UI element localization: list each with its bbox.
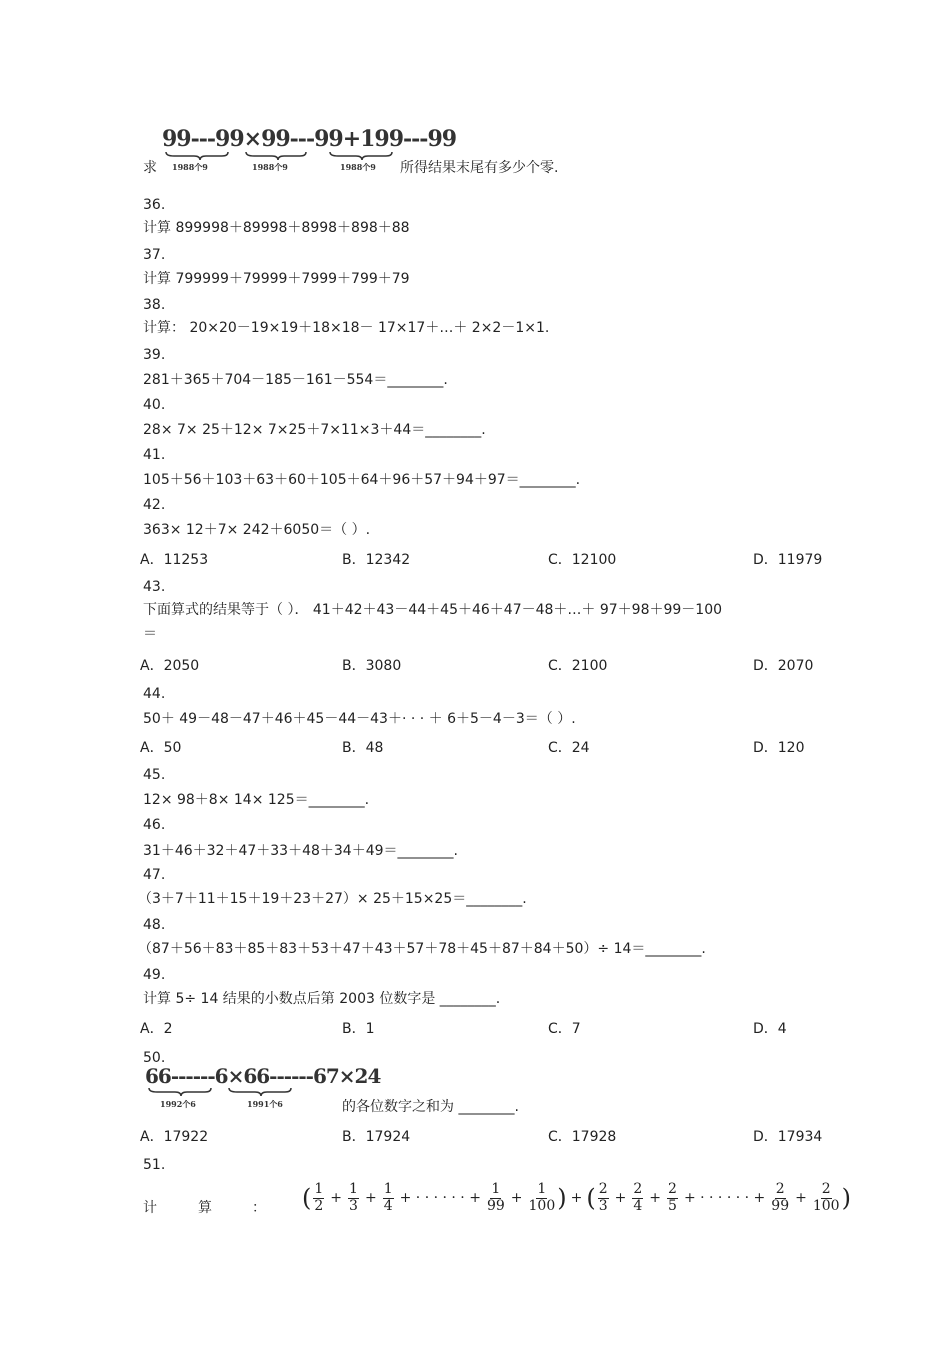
q49-text: 计算 5÷ 14 结果的小数点后第 2003 位数字是 ________. <box>143 991 501 1007</box>
q42-text: 363× 12＋7× 242＋6050＝（ ）. <box>143 522 371 538</box>
q50-option-b[interactable]: B．17924 <box>342 1129 411 1145</box>
q35-times: × <box>243 126 262 152</box>
q44-number: 44. <box>143 686 166 702</box>
q50-brace-label-1: 1992个6 <box>160 1099 196 1109</box>
q39-number: 39. <box>143 347 166 363</box>
q51-fraction: $\frac{2}{3}$ <box>598 1181 608 1214</box>
q43-text-continued: ＝ <box>143 626 157 642</box>
q50-brace-lines <box>145 1086 345 1098</box>
q47-number: 47. <box>143 867 166 883</box>
q51-plus: + <box>364 1190 377 1206</box>
q51-fraction: $\frac{1}{99}$ <box>486 1181 505 1214</box>
q46-text: 31＋46＋32＋47＋33＋48＋34＋49＝________. <box>143 843 458 859</box>
q44-option-b[interactable]: B．48 <box>342 740 384 756</box>
q51-expression <box>302 1178 851 1218</box>
q50-times-2: ×24 <box>338 1064 381 1088</box>
q50-option-d[interactable]: D．17934 <box>753 1129 823 1145</box>
q37-text: 计算 799999＋79999＋7999＋799＋79 <box>143 271 410 287</box>
q49-option-c[interactable]: C．7 <box>548 1021 581 1037</box>
q51-fraction: $\frac{1}{3}$ <box>349 1181 358 1214</box>
q44-option-a[interactable]: A．50 <box>140 740 182 756</box>
q38-number: 38. <box>143 297 166 313</box>
q44-text: 50＋ 49－48－47＋46＋45－44－43＋· · · ＋ 6＋5－4－3＝（ ）. <box>143 711 576 727</box>
q51-fraction: $\frac{2}{99}$ <box>771 1181 790 1214</box>
q50-option-a[interactable]: A．17922 <box>140 1129 209 1145</box>
q51-label-2: 算 <box>198 1200 212 1216</box>
q51-number: 51. <box>143 1157 166 1173</box>
q51-open-paren-1: ( <box>302 1184 312 1212</box>
q35-brace-1 <box>166 152 228 160</box>
q35-brace-2 <box>246 152 306 160</box>
q37-number: 37. <box>143 247 166 263</box>
q35-brace-label-2: 1988个9 <box>252 162 288 172</box>
q51-ellipsis: + · · · · · · + <box>399 1190 481 1206</box>
q51-close-paren-2: ) <box>841 1184 851 1212</box>
q44-option-c[interactable]: C．24 <box>548 740 590 756</box>
q40-number: 40. <box>143 397 166 413</box>
q51-plus: + <box>330 1190 343 1206</box>
q35-suffix: 所得结果末尾有多少个零. <box>400 160 559 176</box>
q43-option-a[interactable]: A．2050 <box>140 658 200 674</box>
q49-option-d[interactable]: D．4 <box>753 1021 787 1037</box>
q49-option-a[interactable]: A．2 <box>140 1021 173 1037</box>
q35-brace-lines <box>160 150 400 162</box>
q50-brace-2 <box>229 1088 291 1096</box>
q49-option-b[interactable]: B．1 <box>342 1021 375 1037</box>
q36-text: 计算 899998＋89998＋8998＋898＋88 <box>143 220 410 236</box>
q45-number: 45. <box>143 767 166 783</box>
q36-number: 36. <box>143 197 166 213</box>
q48-text: （87＋56＋83＋85＋83＋53＋47＋43＋57＋78＋45＋87＋84＋50）÷ 14＝________. <box>138 941 706 957</box>
q35-term2: 99---99 <box>261 126 343 152</box>
q43-text: 下面算式的结果等于（ ）． 41＋42＋43－44＋45＋46＋47－48＋…＋ 97＋98＋99－100 <box>143 602 723 618</box>
q47-text: （3＋7＋11＋15＋19＋23＋27）× 25＋15×25＝________. <box>138 891 527 907</box>
q51-fraction: $\frac{1}{2}$ <box>314 1181 324 1214</box>
q40-text: 28× 7× 25＋12× 7×25＋7×11×3＋44＝________. <box>143 422 486 438</box>
q35-brace-label-1: 1988个9 <box>172 162 208 172</box>
q51-ellipsis: + · · · · · · + <box>683 1190 766 1206</box>
q43-option-c[interactable]: C．2100 <box>548 658 608 674</box>
q50-number: 50. <box>143 1050 166 1066</box>
q35-plus: + <box>342 126 361 152</box>
q49-number: 49. <box>143 967 166 983</box>
q42-option-c[interactable]: C．12100 <box>548 552 617 568</box>
q51-fraction: $\frac{1}{4}$ <box>383 1181 393 1214</box>
q42-option-a[interactable]: A．11253 <box>140 552 209 568</box>
q51-plus: + <box>614 1190 627 1206</box>
q51-label-3: ： <box>252 1200 266 1216</box>
q48-number: 48. <box>143 917 166 933</box>
q51-close-paren-1: ) <box>557 1184 567 1212</box>
q50-brace-label-2: 1991个6 <box>247 1099 283 1109</box>
q35-brace-3 <box>330 152 392 160</box>
q35-term3: 199---99 <box>360 126 457 152</box>
q50-term1: 66------6 <box>145 1064 228 1088</box>
q43-number: 43. <box>143 579 166 595</box>
q51-plus: + <box>795 1190 807 1206</box>
q50-option-c[interactable]: C．17928 <box>548 1129 617 1145</box>
q51-plus: + <box>510 1190 523 1206</box>
q44-option-d[interactable]: D．120 <box>753 740 805 756</box>
q35-prefix: 求 <box>143 160 157 176</box>
q51-open-paren-2: ( <box>586 1184 596 1212</box>
q38-text: 计算： 20×20－19×19＋18×18－ 17×17＋…＋ 2×2－1×1. <box>143 320 550 336</box>
q46-number: 46. <box>143 817 166 833</box>
q35-expression-image <box>162 128 456 150</box>
q42-number: 42. <box>143 497 166 513</box>
q51-fraction: $\frac{1}{100}$ <box>528 1181 556 1214</box>
q43-option-d[interactable]: D．2070 <box>753 658 814 674</box>
q35-term1: 99---99 <box>162 126 244 152</box>
q50-times-1: × <box>227 1064 244 1088</box>
q41-number: 41. <box>143 447 166 463</box>
q42-option-b[interactable]: B．12342 <box>342 552 411 568</box>
q35-brace-label-3: 1988个9 <box>340 162 376 172</box>
q50-brace-1 <box>149 1088 211 1096</box>
q51-fraction: $\frac{2}{5}$ <box>668 1181 677 1214</box>
q41-text: 105＋56＋103＋63＋60＋105＋64＋96＋57＋94＋97＝________. <box>143 472 581 488</box>
q43-option-b[interactable]: B．3080 <box>342 658 402 674</box>
q50-expression-image <box>145 1066 380 1086</box>
q42-option-d[interactable]: D．11979 <box>753 552 823 568</box>
q51-plus-between: + <box>570 1190 583 1206</box>
q50-term2: 66------67 <box>243 1064 339 1088</box>
q51-plus: + <box>649 1190 662 1206</box>
q39-text: 281＋365＋704－185－161－554＝________. <box>143 372 448 388</box>
q45-text: 12× 98＋8× 14× 125＝________. <box>143 792 370 808</box>
q51-label-1: 计 <box>143 1200 157 1216</box>
q51-fraction: $\frac{2}{100}$ <box>812 1181 840 1214</box>
q50-suffix: 的各位数字之和为 ________. <box>342 1099 519 1115</box>
q51-fraction: $\frac{2}{4}$ <box>633 1181 643 1214</box>
